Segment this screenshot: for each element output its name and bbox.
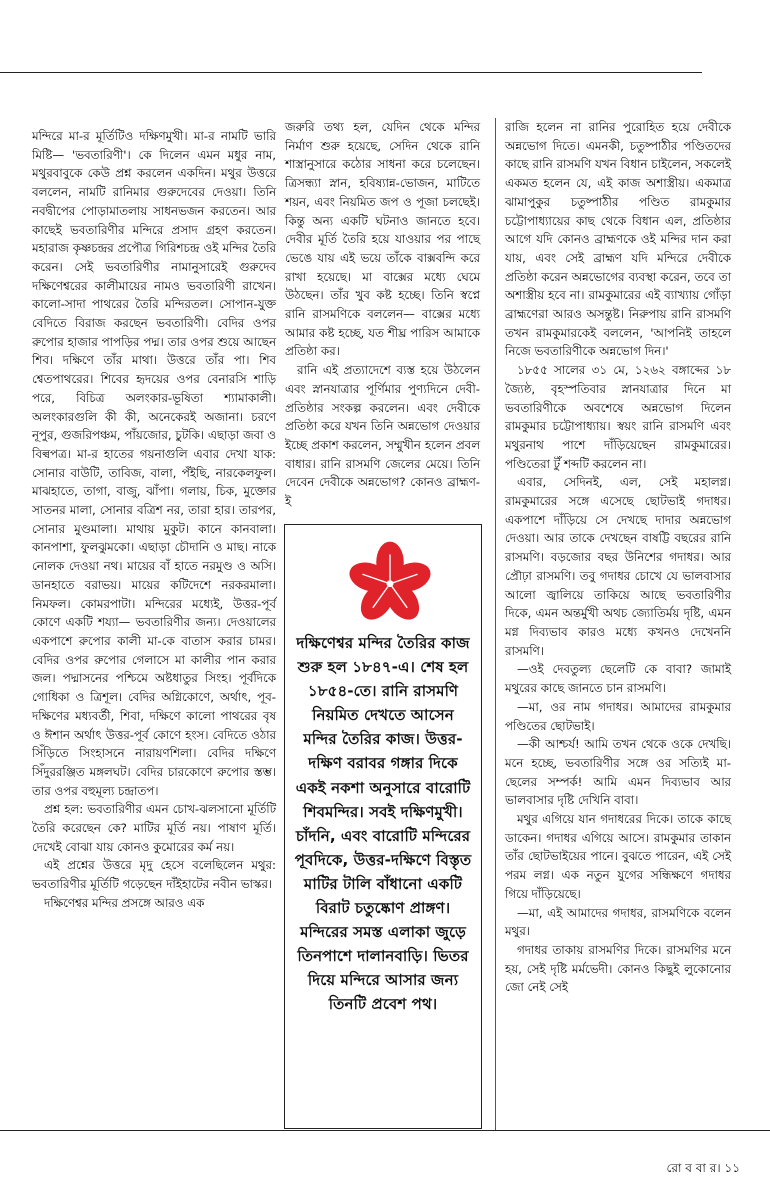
paragraph: দক্ষিণেশ্বর মন্দির প্রসঙ্গে আরও এক bbox=[44, 895, 205, 910]
paragraph: গদাধর তাকায় রাসমণির দিকে। রাসমণির মনে হয়, সেই দৃষ্টি মর্মভেদী। কোনও কিছুই লুকোনোর জো নেই সেই bbox=[505, 942, 731, 995]
paragraph: —ওই দেবতুল্য ছেলেটি কে বাবা? জামাই মথুরের কাছে জানতে চান রাসমণি। bbox=[505, 662, 731, 696]
info-box-text: দক্ষিণেশ্বর মন্দির তৈরির কাজ শুরু হল ১৮৪৭-এ। শেষ হল ১৮৫৪-তে। রানি রাসমণি নিয়মিত দেখতে আসেন মন্দির তৈরির কাজ। উত্তর-দক্ষিণ বরাবর গঙ্গার দিকে একই নকশা অনুসারে বারোটি শিবমন্দির। সবই দক্ষিণমুখী। চাঁদনি, এবং বারোটি মন্দিরের পূবদিকে, উত্তর-দক্ষিণে বিস্তৃত মাটির টালি বাঁধানো একটি বিরাট চতুষ্কোণ প্রাঙ্গণ। মন্দিরের সমস্ত এলাকা জুড়ে তিনপাশে দালানবাড়ি। ভিতর দিয়ে মন্দিরে আসার জন্য তিনটি প্রবেশ পথ। bbox=[294, 634, 472, 1014]
bottom-rule bbox=[0, 1130, 770, 1131]
top-rule bbox=[0, 72, 702, 73]
paragraph: এবার, সেদিনই, এল, সেই মহালগ্ন। রামকুমারের সঙ্গে এসেছে ছোটভাই গদাধর। একপাশে দাঁড়িয়ে সে দেখছে দাদার অন্নভোগ দেওয়া। আর তাকে দেখছেন বাষট্টি বছরের রানি রাসমণি। বড়জোর বছর উনিশের গদাধর। আর প্রৌঢ়া রাসমণি। তবু গদাধর চোখে যে ভালবাসার আলো জ্বালিয়ে তাকিয়ে আছে ভবতারিণীর দিকে, এমন অন্তর্মুখী অথচ জ্যোতির্ময় দৃষ্টি, এমন মগ্ন দিব্যভাব কারও মধ্যে কখনও দেখেননি রাসমণি। bbox=[505, 475, 731, 658]
paragraph: জরুরি তথ্য হল, যেদিন থেকে মন্দির নির্মাণ শুরু হয়েছে, সেদিন থেকে রানি শাস্ত্রানুসারে কঠোর সাধনা করে চলেছেন। ত্রিসন্ধ্যা স্নান, হবিষ্যান্ন-ভোজন, মাটিতে শয়ন, এবং নিয়মিত জপ ও পূজা চলছেই। কিন্তু অন্য একটি ঘটনাও জানতে হবে। দেবীর মূর্তি তৈরি হয়ে যাওয়ার পর পাছে ভেঙে যায় এই ভয়ে তাঁকে বাক্সবন্দি করে রাখা হয়েছে। মা বাক্সের মধ্যে ঘেমে উঠছেন। তাঁর খুব কষ্ট হচ্ছে। তিনি স্বপ্নে রানি রাসমণিকে বললেন— বাক্সের মধ্যে আমার কষ্ট হচ্ছে, যত শীঘ্র পারিস আমাকে প্রতিষ্ঠা কর। bbox=[285, 120, 480, 359]
paragraph: —মা, এই আমাদের গদাধর, রাসমণিকে বলেন মথুর। bbox=[505, 905, 731, 939]
paragraph: মথুর এগিয়ে যান গদাধরের দিকে। তাকে কাছে ডাকেন। গদাধর এগিয়ে আসে। রামকুমার তাকান তাঁর ছোটভাইয়ের পানে। বুঝতে পারেন, এই সেই পরম লগ্ন। এক নতুন যুগের সন্ধিক্ষণে গদাধর গিয়ে দাঁড়িয়েছে। bbox=[505, 812, 731, 901]
paragraph: রাজি হলেন না রানির পুরোহিত হয়ে দেবীকে অন্নভোগ দিতে। এমনকী, চতুষ্পাঠীর পণ্ডিতদের কাছে রানি রাসমণি যখন বিধান চাইলেন, সকলেই একমত হলেন যে, এই কাজ অশাস্ত্রীয়। একমাত্র ঝামাপুকুর চতুষ্পাঠীর পণ্ডিত রামকুমার চট্টোপাধ্যায়ের কাছ থেকে বিধান এল, প্রতিষ্ঠার আগে যদি কোনও ব্রাহ্মণকে ওই মন্দির দান করা যায়, এবং সেই ব্রাহ্মণ যদি মন্দিরে দেবীকে প্রতিষ্ঠা করেন অন্নভোগের ব্যবস্থা করেন, তবে তা অশাস্ত্রীয় হবে না। রামকুমারের এই ব্যাখ্যায় গোঁড়া ব্রাহ্মণেরা আরও অসন্তুষ্ট। নিরুপায় রানি রাসমণি তখন রামকুমারকেই বললেন, 'আপনিই তাহলে নিজে ভবতারিণীকে অন্নভোগ দিন।' bbox=[505, 120, 731, 359]
page-footer: রো ব বা র। ১১ bbox=[666, 1161, 740, 1175]
paragraph: মন্দিরে মা-র মূর্তিটিও দক্ষিণমুখী। মা-র নামটি ভারি মিষ্টি— 'ভবতারিণী'। কে দিলেন এমন মধুর নাম, মথুরবাবুকে কেউ প্রশ্ন করলেন একদিন। মথুর উত্তরে বললেন, নামটি রানিমার গুরুদেবের দেওয়া। তিনি নবদ্বীপের পোড়ামাতলায় সাধনভজন করতেন। আর কাছেই ভবতারিণীর মন্দিরে প্রসাদ গ্রহণ করতেন। মহারাজ কৃষ্ণচন্দ্রর প্রপৌত্র গিরিশচন্দ্র ওই মন্দির তৈরি করেন। সেই ভবতারিণীর নামানুসারেই গুরুদেব দক্ষিণেশ্বরের কালীমায়ের নামও ভবতারিণী রাখেন। কালো-সাদা পাথরের তৈরি মন্দিরতল। সোপান-যুক্ত বেদিতে বিরাজ করছেন ভবতারিণী। বেদির ওপর রুপোর হাজার পাপড়ির পদ্ম। তার ওপর শুয়ে আছেন শিব। দক্ষিণে তাঁর মাথা। উত্তরে তাঁর পা। শিব শ্বেতপাথরের। শিবের হৃদয়ের ওপর বেনারসি শাড়ি পরে, বিচিত্র অলংকার-ভূষিতা শ্যামাকালী। অলংকারগুলি কী কী, অনেকেরই অজানা। চরণে নূপুর, গুজরিপঞ্চম, পাঁয়জোর, চুটকি। এছাড়া জবা ও বিল্বপত্র। মা-র হাতের গয়নাগুলি এবার দেখা যাক: সোনার বাউটি, তাবিজ, বালা, পঁইছি, নারকেলফুল। মাঝহাতে, তাগা, বাজু, ঝাঁপা। গলায়, চিক, মুক্তোর সাতনর মালা, সোনার বত্রিশ নর, তারা হার। তারপর, সোনার মুণ্ডমালা। মাথায় মুকুট। কানে কানবালা। কানপাশা, ফুলঝুমকো। এছাড়া চৌদানি ও মাছ। নাকে নোলক দেওয়া নথ। মায়ের বাঁ হাতে নরমুণ্ড ও অসি। ডানহাতে বরাভয়। মায়ের কটিদেশে নরকরমালা। নিমফল। কোমরপাটা। মন্দিরের মধ্যেই, উত্তর-পূর্ব কোণে একটি শয্যা— ভবতারিণীর জন্য। দেওয়ালের একপাশে রুপোর কালী মা-কে বাতাস করার চামর। বেদির ওপর রুপোর গেলাসে মা কালীর পান করার জল। পদ্মাসনের পশ্চিমে অষ্টধাতুর সিংহ। পূর্বদিকে গোধিকা ও ত্রিশূল। বেদির অগ্নিকোণে, অর্থাৎ, পূব-দক্ষিণের মধ্যবর্তী, শিবা, দক্ষিণে কালো পাথরের বৃষ ও ঈশান অর্থাৎ উত্তর-পূর্ব কোণে হংস। বেদিতে ওঠার সিঁড়িতে সিংহাসনে নারায়ণশিলা। বেদির দক্ষিণে সিঁদুররঞ্জিত মঙ্গলঘট। বেদির চারকোণে রুপোর স্তম্ভ। তার ওপর বহুমূল্য চন্দ্রাতপ। bbox=[32, 129, 276, 798]
paragraph: ১৮৫৫ সালের ৩১ মে, ১২৬২ বঙ্গাব্দের ১৮ জ্যৈষ্ঠ, বৃহস্পতিবার স্নানযাত্রার দিনে মা ভবতারিণীকে অবশেষে অন্নভোগ দিলেন রামকুমার চট্টোপাধ্যায়। স্বয়ং রানি রাসমণি এবং মথুরনাথ পাশে দাঁড়িয়েছেন রামকুমারের। পণ্ডিতেরা টুঁ শব্দটি করলেন না। bbox=[505, 363, 731, 471]
paragraph: —মা, ওর নাম গদাধর। আমাদের রামকুমার পণ্ডিতের ছোটভাই। bbox=[505, 699, 731, 733]
hibiscus-flower-icon bbox=[345, 539, 435, 625]
column-divider-right bbox=[495, 118, 496, 1130]
article-column-2 bbox=[285, 118, 480, 511]
paragraph: এই প্রশ্নের উত্তরে মৃদু হেসে বলেছিলেন মথুর: ভবতারিণীর মূর্তিটি গড়েছেন দাঁইহাটের নবীন ভাস্কর। bbox=[32, 858, 276, 892]
paragraph: —কী আশ্চর্য! আমি তখন থেকে ওকে দেখছি। মনে হচ্ছে, ভবতারিণীর সঙ্গে ওর সত্যিই মা-ছেলের সম্পর্ক! আমি এমন দিব্যভাব আর ভালবাসার দৃষ্টি দেখিনি বাবা। bbox=[505, 737, 731, 808]
paragraph: প্রশ্ন হল: ভবতারিণীর এমন চোখ-ঝলসানো মূর্তিটি তৈরি করেছেন কে? মাটির মূর্তি নয়। পাষাণ মূর্তি। দেখেই বোঝা যায় কোনও কুমোরের কর্ম নয়। bbox=[32, 802, 276, 854]
article-column-3 bbox=[505, 118, 731, 997]
article-column-1 bbox=[32, 127, 276, 913]
paragraph: রানি এই প্রত্যাদেশে ব্যস্ত হয়ে উঠলেন এবং স্নানযাত্রার পূর্ণিমার পুণ্যদিনে দেবী-প্রতিষ্ঠার সংকল্প করলেন। এবং দেবীকে প্রতিষ্ঠা করে যখন তিনি অন্নভোগ দেওয়ার ইচ্ছে প্রকাশ করলেন, সম্মুখীন হলেন প্রবল বাধার। রানি রাসমণি জেলের মেয়ে। তিনি দেবেন দেবীকে অন্নভোগ? কোনও ব্রাহ্মণ-ই bbox=[285, 363, 480, 509]
info-box bbox=[284, 524, 482, 1129]
